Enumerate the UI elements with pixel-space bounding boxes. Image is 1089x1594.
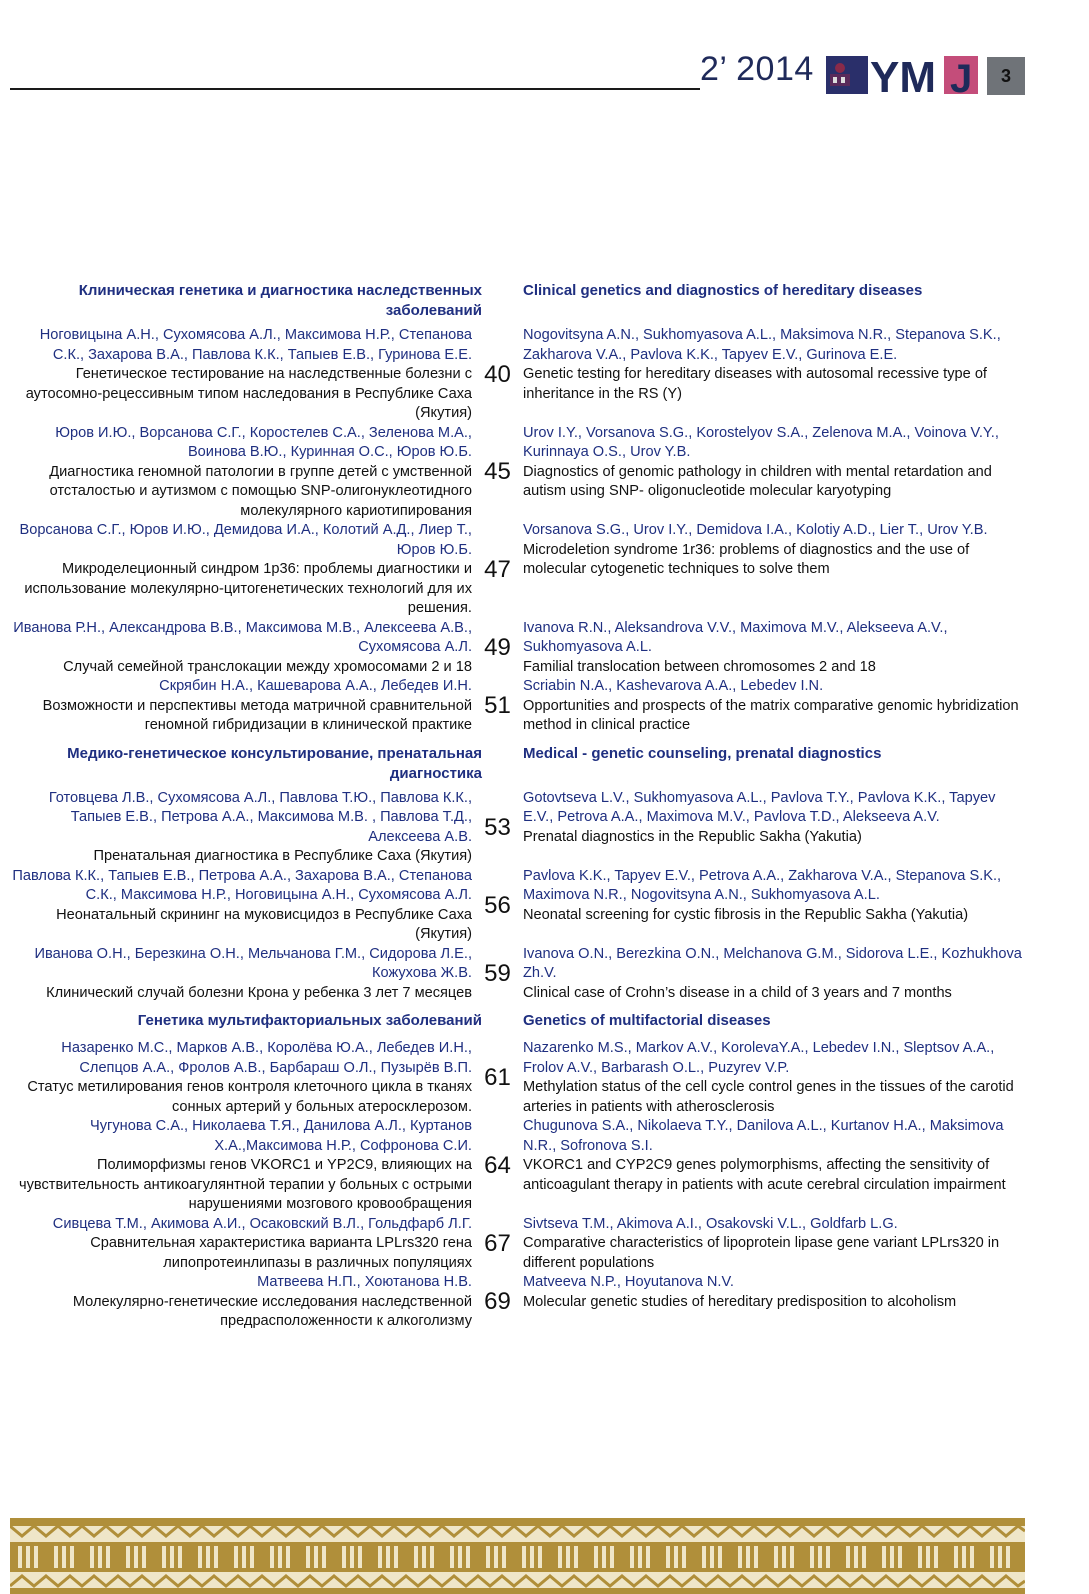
article-title-en[interactable]: Molecular genetic studies of hereditary predisposition to alcoholism [523,1293,957,1310]
article-title-ru[interactable]: Микроделеционный синдром 1р36: проблемы диагностики и использование молекулярно-цитогенетических технологий для их решения. [24,561,472,616]
article-title-en[interactable]: Familial translocation between chromosomes 2 and 18 [523,658,876,675]
article-title-en[interactable]: Genetic testing for hereditary diseases with autosomal recessive type of inheritance in the RS (Y) [523,366,987,402]
section-header [10,744,1025,789]
authors-ru: Чугунова С.А., Николаева Т.Я., Данилова А.Л., Куртанов Х.А.,Максимова Н.Р., Софронова С.И. [90,1118,472,1154]
article-title-ru[interactable]: Клинический случай болезни Крона у ребенка 3 лет 7 месяцев [46,984,472,1001]
authors-en: Urov I.Y., Vorsanova S.G., Korostelyov S.A., Zelenova M.A., Voinova V.Y., Kurinnaya O.S., Urov Y.B. [523,424,999,460]
article-title-ru[interactable]: Пренатальная диагностика в Республике Саха (Якутия) [93,848,472,864]
toc-entry[interactable] [10,1215,1025,1274]
toc-entry[interactable] [10,867,1025,945]
page-ref: 53 [484,813,511,841]
section-header [10,1011,1025,1039]
article-title-en[interactable]: Neonatal screening for cystic fibrosis in the Republic Sakha (Yakutia) [523,906,969,923]
svg-text:YM: YM [870,53,936,98]
section-header [10,281,1025,326]
authors-ru: Юров И.Ю., Ворсанова С.Г., Коростелев С.А., Зеленова М.А., Воинова В.Ю., Куринная О.С., Юров Ю.Б. [55,424,472,460]
page-ref: 47 [484,555,511,583]
authors-ru: Готовцева Л.В., Сухомясова А.Л., Павлова Т.Ю., Павлова К.К., Тапыев Е.В., Петрова А.А., Максимова М.В. , Павлова Т.Д., Алексеева А.В. [48,789,472,845]
authors-ru: Павлова К.К., Тапыев Е.В., Петрова А.А., Захарова В.А., Степанова С.К., Максимова Н.Р., Ноговицына А.Н., Сухомясова А.Л. [12,867,472,903]
authors-en: Gotovtseva L.V., Sukhomyasova A.L., Pavlova T.Y., Pavlova K.K., Tapyev E.V., Petrova A.A., Maximova M.V., Pavlova T.D., Alekseeva A.V. [523,789,996,825]
section-title-ru: Генетика мультифакториальных заболеваний [137,1012,482,1029]
page-ref: 64 [484,1151,511,1179]
toc-entry[interactable] [10,521,1025,619]
svg-text:J: J [950,57,973,98]
table-of-contents [10,281,1025,1332]
authors-en: Scriabin N.A., Kashevarova A.A., Lebedev I.N. [523,678,824,694]
article-title-ru[interactable]: Статус метилирования генов контроля клеточного цикла в тканях сонных артерий у больных атеросклерозом. [27,1079,472,1115]
authors-ru: Ворсанова С.Г., Юров И.Ю., Демидова И.А., Колотий А.Д., Лиер Т., Юров Ю.Б. [19,522,472,558]
page-ref: 45 [484,458,511,486]
toc-entry[interactable] [10,619,1025,678]
section-title-ru: Клиническая генетика и диагностика наследственных заболеваний [78,282,482,319]
authors-en: Vorsanova S.G., Urov I.Y., Demidova I.A., Kolotiy A.D., Lier T., Urov Y.B. [523,522,988,538]
authors-en: Ivanova O.N., Berezkina O.N., Melchanova G.M., Sidorova L.E., Kozhukhova Zh.V. [523,945,1022,981]
toc-entry[interactable] [10,326,1025,424]
page-ref: 51 [484,692,511,720]
page-ref: 49 [484,633,511,661]
toc-entry[interactable] [10,677,1025,736]
issue-number: 2’ 2014 [700,50,814,88]
journal-logo [826,52,984,98]
section-title-en: Genetics of multifactorial diseases [523,1012,771,1029]
page-ref: 69 [484,1288,511,1316]
toc-entry[interactable] [10,1117,1025,1215]
authors-en: Matveeva N.P., Hoyutanova N.V. [523,1274,734,1290]
authors-en: Nazarenko M.S., Markov A.V., KorolevaY.A., Lebedev I.N., Sleptsov A.A., Frolov A.V., Barbarash O.L., Puzyrev V.P. [523,1040,995,1076]
article-title-en[interactable]: Methylation status of the cell cycle control genes in the tissues of the carotid arteries in patients with atherosclerosis [523,1079,1014,1115]
authors-en: Chugunova S.A., Nikolaeva T.Y., Danilova A.L., Kurtanov H.A., Maksimova N.R., Sofronova S.I. [523,1118,1004,1154]
ornament-border [10,1518,1025,1594]
section-title-en: Clinical genetics and diagnostics of hereditary diseases [523,282,923,299]
header-rule [10,88,700,90]
page-ref: 61 [484,1064,511,1091]
article-title-en[interactable]: Diagnostics of genomic pathology in children with mental retardation and autism using SNP- oligonucleotide molecular karyotyping [523,463,992,499]
page-ref: 40 [484,360,511,388]
toc-entry[interactable] [10,424,1025,522]
authors-ru: Назаренко М.С., Марков А.В., Королёва Ю.А., Лебедев И.Н., Слепцов А.А., Фролов А.В., Барбараш О.Л., Пузырёв В.П. [61,1040,472,1076]
page-ref: 56 [484,891,511,919]
page-ref: 67 [484,1229,511,1257]
article-title-ru[interactable]: Молекулярно-генетические исследования наследственной предрасположенности к алкоголизму [72,1293,472,1329]
article-title-ru[interactable]: Генетическое тестирование на наследственные болезни с аутосомно-рецессивным типом наследования в Республике Саха (Якутия) [25,366,472,421]
article-title-ru[interactable]: Случай семейной транслокации между хромосомами 2 и 18 [63,658,472,675]
page-ref: 59 [484,959,511,987]
article-title-ru[interactable]: Полиморфизмы генов VKORC1 и YP2C9, влияющих на чувствительность антикоагулянтной терапии у больных с острыми нарушениями мозгового кровообращения [19,1157,472,1212]
authors-en: Pavlova K.K., Tapyev E.V., Petrova A.A., Zakharova V.A., Stepanova S.K., Maximova N.R., Nogovitsyna A.N., Sukhomyasova A.L. [523,867,1002,903]
article-title-en[interactable]: VKORC1 and CYP2C9 genes polymorphisms, affecting the sensitivity of anticoagulant therapy in patients with acute cerebral circulation impairment [523,1157,1006,1193]
authors-ru: Матвеева Н.П., Хоютанова Н.В. [257,1274,472,1290]
article-title-en[interactable]: Opportunities and prospects of the matrix comparative genomic hybridization method in clinical practice [523,697,1019,733]
authors-en: Ivanova R.N., Aleksandrova V.V., Maximova M.V., Alekseeva A.V., Sukhomyasova A.L. [523,619,948,655]
article-title-ru[interactable]: Неонатальный скрининг на муковисцидоз в Республике Саха (Якутия) [56,906,472,942]
authors-en: Nogovitsyna A.N., Sukhomyasova A.L., Maksimova N.R., Stepanova S.K., Zakharova V.A., Pavlova K.K., Tapyev E.V., Gurinova E.E. [523,327,1001,363]
article-title-ru[interactable]: Сравнительная характеристика варианта LPLrs320 гена липопротеинлипазы в различных популяциях [90,1235,472,1271]
article-title-en[interactable]: Comparative characteristics of lipoprotein lipase gene variant LPLrs320 in different populations [523,1235,1000,1271]
toc-entry[interactable] [10,1039,1025,1117]
authors-ru: Иванова О.Н., Березкина О.Н., Мельчанова Г.М., Сидорова Л.Е., Кожухова Ж.В. [34,945,472,981]
section-title-ru: Медико-генетическое консультирование, пренатальная диагностика [67,744,482,782]
authors-ru: Ноговицына А.Н., Сухомясова А.Л., Максимова Н.Р., Степанова С.К., Захарова В.А., Павлова К.К., Тапыев Е.В., Гуринова Е.Е. [39,327,472,363]
toc-entry[interactable] [10,1273,1025,1332]
toc-entry[interactable] [10,789,1025,867]
toc-entry[interactable] [10,945,1025,1004]
article-title-ru[interactable]: Возможности и перспективы метода матричной сравнительной геномной гибридизации в клинической практике [42,697,472,733]
article-title-ru[interactable]: Диагностика геномной патологии в группе детей с умственной отсталостью и аутизмом с помощью SNP-олигонуклеотидного молекулярного кариотипирования [49,463,472,519]
article-title-en[interactable]: Microdeletion syndrome 1r36: problems of diagnostics and the use of molecular cytogenetic techniques to solve them [523,541,970,577]
page-number: 3 [987,57,1025,95]
section-title-en: Medical - genetic counseling, prenatal diagnostics [523,744,882,762]
authors-en: Sivtseva T.M., Akimova A.I., Osakovski V.L., Goldfarb L.G. [523,1215,898,1232]
article-title-en[interactable]: Prenatal diagnostics in the Republic Sakha (Yakutia) [523,828,862,845]
authors-ru: Скрябин Н.А., Кашеварова А.А., Лебедев И.Н. [159,678,472,694]
authors-ru: Сивцева Т.М., Акимова А.И., Осаковский В.Л., Гольдфарб Л.Г. [52,1215,472,1232]
authors-ru: Иванова Р.Н., Александрова В.В., Максимова М.В., Алексеева А.В., Сухомясова А.Л. [13,619,472,655]
article-title-en[interactable]: Clinical case of Crohn’s disease in a child of 3 years and 7 months [523,984,952,1001]
